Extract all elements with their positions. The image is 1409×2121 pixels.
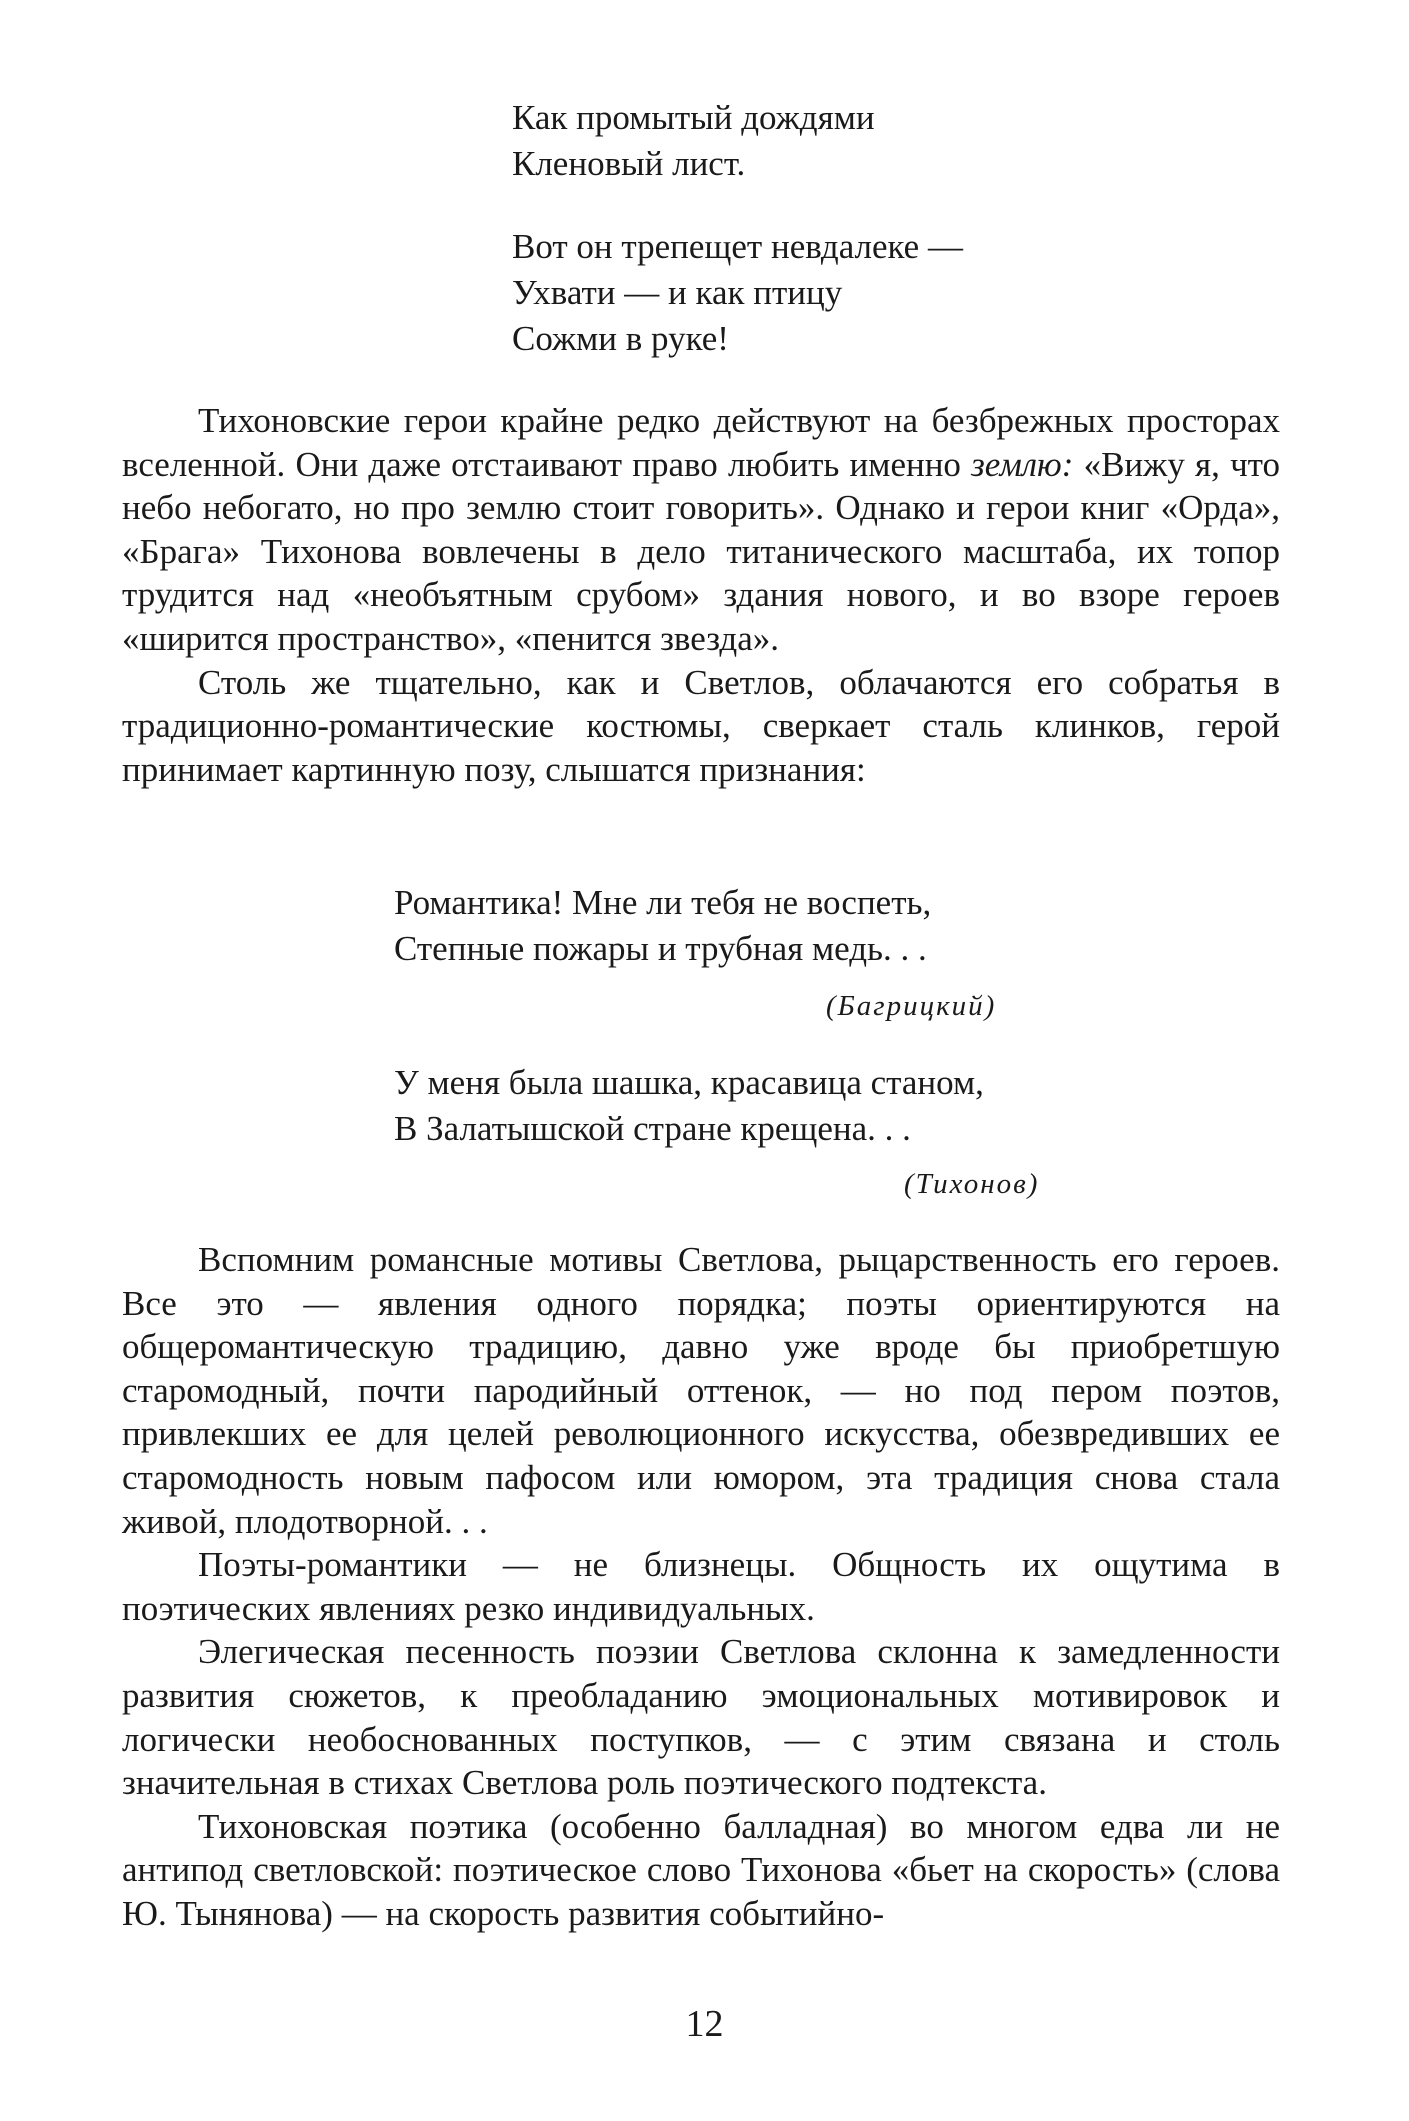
quote-line: У меня была шашка, красавица станом, xyxy=(394,1063,984,1102)
paragraph: Тихоновская поэтика (особенно балладная) во многом едва ли не антипод светловской: поэтическое слово Тихонова «бьет на скорость» (слова Ю. Тынянова) — на скорость развития событийно- xyxy=(122,1806,1280,1933)
paragraph: Элегическая песенность поэзии Светлова склонна к замедленности развития сюжетов, к преобладанию эмоциональных мотивировок и логически необоснованных поступков, — с этим связана и столь значительная в стихах Светлова роль поэтического подтекста. xyxy=(122,1632,1280,1803)
page-number: 12 xyxy=(685,2003,724,2045)
quote-attribution: (Тихонов) xyxy=(904,1168,1040,1200)
poem-line: Сожми в руке! xyxy=(512,319,729,358)
paragraph: Вспомним романсные мотивы Светлова, рыцарственность его героев. Все это — явления одного порядка; поэты ориентируются на общеромантическую традицию, давно уже вроде бы приобретшую старомодный, почти пародийный оттенок, — но под пером поэтов, привлекших ее для целей революционного искусства, обезвредивших ее старомодность новым пафосом или юмором, эта традиция снова стала живой, плодотворной. . . xyxy=(122,1240,1280,1541)
quote-attribution: (Багрицкий) xyxy=(826,990,997,1022)
quote-stanza-1 xyxy=(394,880,931,972)
text-block-bottom xyxy=(122,1238,1280,1936)
paragraph: Столь же тщательно, как и Светлов, облачаются его собратья в традиционно-романтические костюмы, сверкает сталь клинков, герой принимает картинную позу, слышатся признания: xyxy=(122,662,1280,789)
text-block-top xyxy=(122,399,1280,791)
poem-stanza-2 xyxy=(512,224,963,362)
quote-stanza-2 xyxy=(394,1060,984,1152)
poem-line: Вот он трепещет невдалеке — xyxy=(512,227,963,266)
paragraph: Поэты-романтики — не близнецы. Общность их ощутима в поэтических явлениях резко индивидуальных. xyxy=(122,1545,1280,1628)
paragraph: Тихоновские герои крайне редко действуют на безбрежных просторах вселенной. Они даже отстаивают право любить именно землю: «Вижу я, что небо небогато, но про землю стоит говорить». Однако и герои книг «Орда», «Брага» Тихонова вовлечены в дело титанического масштаба, их топор трудится над «необъятным срубом» здания нового, и во взоре героев «ширится пространство», «пенится звезда». xyxy=(122,401,1281,658)
quote-line: Романтика! Мне ли тебя не воспеть, xyxy=(394,883,932,922)
quote-line: В Залатышской стране крещена. . . xyxy=(394,1109,911,1148)
poem-line: Кленовый лист. xyxy=(512,144,746,183)
poem-stanza-1 xyxy=(512,95,875,187)
poem-line: Ухвати — и как птицу xyxy=(512,273,843,312)
emphasis: землю: xyxy=(971,444,1074,484)
poem-line: Как промытый дождями xyxy=(512,98,875,137)
quote-line: Степные пожары и трубная медь. . . xyxy=(394,929,927,968)
